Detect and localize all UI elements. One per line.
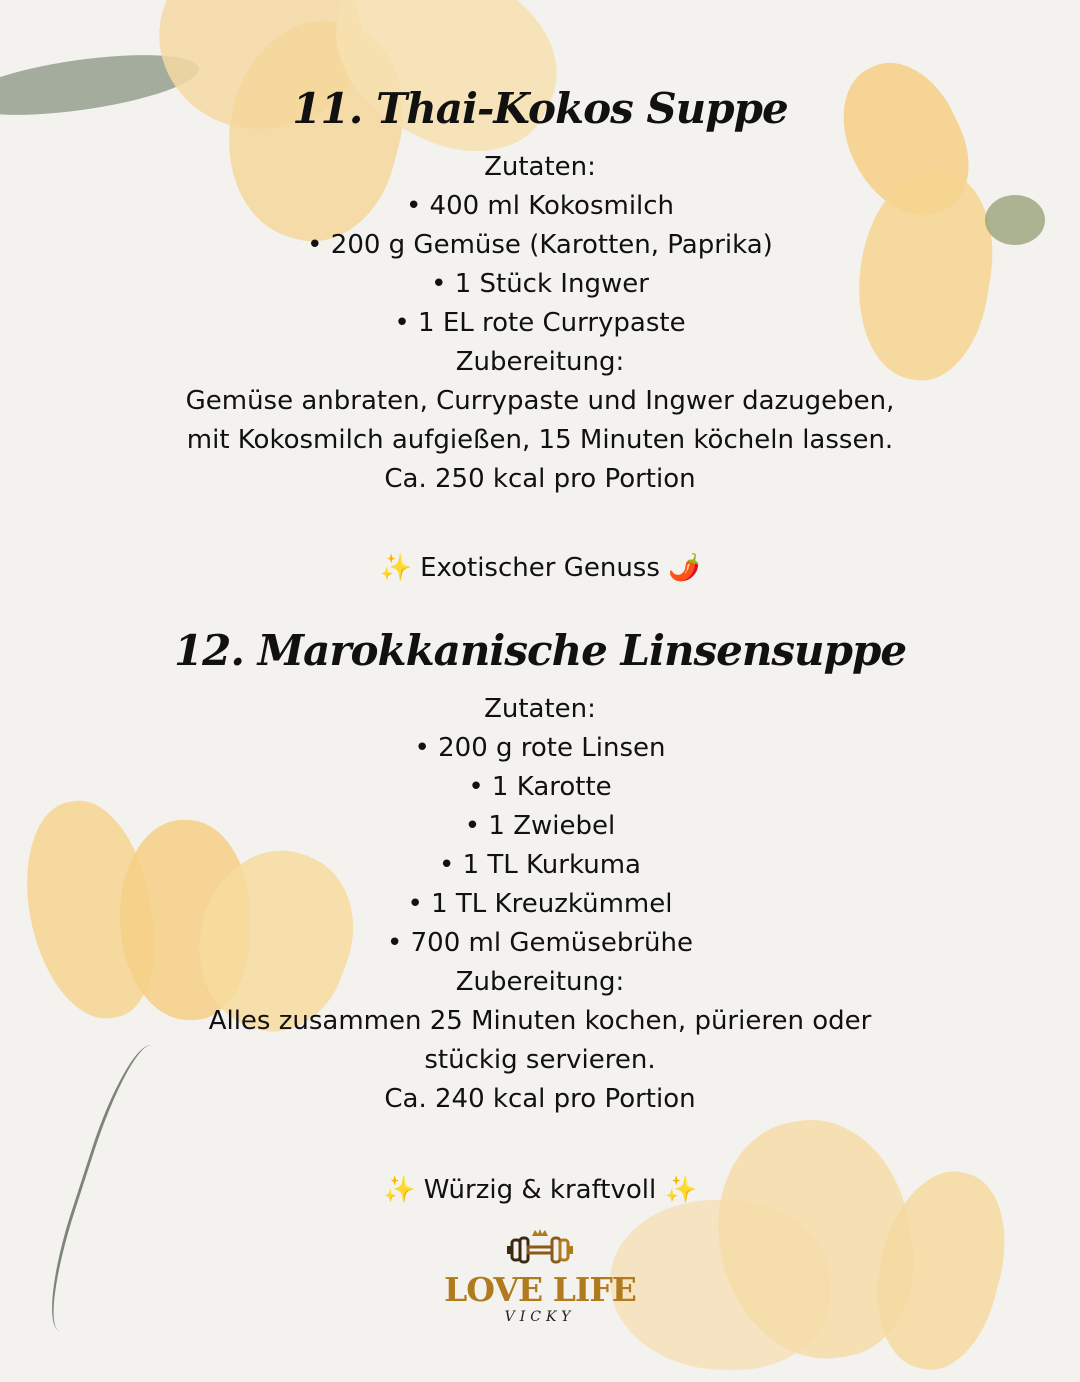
ingredient: • 700 ml Gemüsebrühe xyxy=(387,928,693,958)
ingredient: • 400 ml Kokosmilch xyxy=(405,191,675,221)
logo-main-text: LOVE LIFE xyxy=(444,1270,636,1309)
recipe-title: 11. Thai-Kokos Suppe xyxy=(292,84,788,133)
ingredient: • 1 Zwiebel xyxy=(464,811,616,841)
ingredient: • 1 EL rote Currypaste xyxy=(394,308,686,338)
ingredient: • 1 TL Kreuzkümmel xyxy=(407,889,673,919)
calories: Ca. 240 kcal pro Portion xyxy=(384,1084,696,1114)
ingredient: • 1 Stück Ingwer xyxy=(431,269,649,299)
preparation-text: mit Kokosmilch aufgießen, 15 Minuten köcheln lassen. xyxy=(186,425,894,455)
calories: Ca. 250 kcal pro Portion xyxy=(384,464,696,494)
preparation-label: Zubereitung: xyxy=(455,347,625,377)
preparation-text: stückig servieren. xyxy=(424,1045,656,1075)
ingredients-label: Zutaten: xyxy=(484,694,596,724)
preparation-text: Gemüse anbraten, Currypaste und Ingwer dazugeben, xyxy=(185,386,895,416)
recipe-title: 12. Marokkanische Linsensuppe xyxy=(173,626,907,675)
preparation-text: Alles zusammen 25 Minuten kochen, pürieren oder xyxy=(208,1006,872,1036)
ingredient: • 1 Karotte xyxy=(468,772,612,802)
preparation-label: Zubereitung: xyxy=(455,967,625,997)
brand-logo xyxy=(440,1228,640,1325)
logo-sub-text: VICKY xyxy=(504,1309,576,1325)
ingredient: • 200 g rote Linsen xyxy=(414,733,666,763)
ingredient: • 200 g Gemüse (Karotten, Paprika) xyxy=(307,230,773,260)
dumbbell-crown-icon xyxy=(505,1228,575,1264)
tagline: ✨ Exotischer Genuss 🌶️ xyxy=(379,553,701,583)
ingredient: • 1 TL Kurkuma xyxy=(439,850,641,880)
ingredients-label: Zutaten: xyxy=(484,152,596,182)
tagline: ✨ Würzig & kraftvoll ✨ xyxy=(383,1175,697,1205)
